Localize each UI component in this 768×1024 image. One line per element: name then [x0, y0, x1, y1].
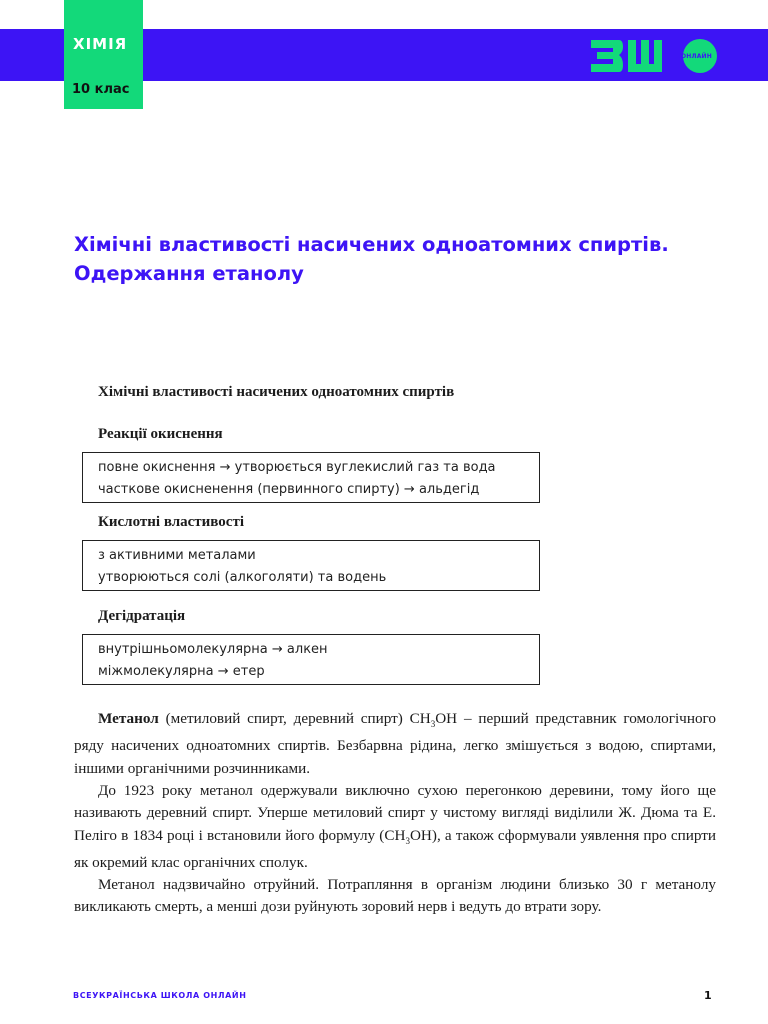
- subject-name: ХІМІЯ: [73, 35, 128, 53]
- paragraph-methanol: Метанол (метиловий спирт, деревний спирт) $CH_3OH$ – перший представник гомологічного ряду насичених одноатомних спиртів. Безбарвна рідина, легко змішується з водою, спиртами, іншими органічними розчинниками.: [74, 710, 716, 777]
- block-label-dehydration: Дегідратація: [98, 608, 186, 624]
- info-box-oxidation: [82, 452, 540, 503]
- block-label-acidic: Кислотні властивості: [98, 514, 245, 530]
- term-methanol: Метанол: [98, 710, 159, 727]
- block-label-oxidation: Реакції окиснення: [98, 426, 223, 442]
- box-line: повне окиснення → утворюється вуглекислий газ та вода: [98, 460, 496, 475]
- section-heading: Хімічні властивості насичених одноатомних спиртів: [98, 384, 455, 400]
- footer-school-name: ВСЕУКРАЇНСЬКА ШКОЛА ОНЛАЙН: [73, 991, 247, 1000]
- logo-small-text: ОНЛАЙН: [681, 53, 712, 60]
- paragraph-history: До 1923 року метанол одержували виключно сухою перегонкою деревини, тому його ще називають деревний спирт. Уперше метиловий спирт у чистому вигляді виділили Ж. Дюма та Е. Пеліго в 1834 році і встановили його формулу $(CH_3OH)$, а також сформували уявлення про спирти як окремий клас органічних сполук.: [74, 781, 717, 871]
- box-line: внутрішньомолекулярна → алкен: [98, 642, 328, 657]
- zno-logo: [590, 38, 720, 74]
- body-text: [74, 708, 716, 919]
- page-title: Хімічні властивості насичених одноатомних спиртів. Одержання етанолу: [74, 233, 669, 285]
- box-line: міжмолекулярна → етер: [98, 664, 265, 679]
- box-line: часткове окисненення (первинного спирту) → альдегід: [98, 482, 480, 497]
- box-line: з активними металами: [98, 548, 256, 563]
- grade-label: 10 клас: [72, 82, 130, 97]
- info-box-acidic: [82, 540, 540, 591]
- paragraph-toxicity: Метанол надзвичайно отруйний. Потрапляння в організм людини близько 30 г метанолу викликають смерть, а менші дози руйнують зоровий нерв і ведуть до втрати зору.: [74, 876, 716, 916]
- box-line: утворюються солі (алкоголяти) та водень: [98, 570, 387, 585]
- page-number: 1: [704, 989, 712, 1002]
- info-box-dehydration: [82, 634, 540, 685]
